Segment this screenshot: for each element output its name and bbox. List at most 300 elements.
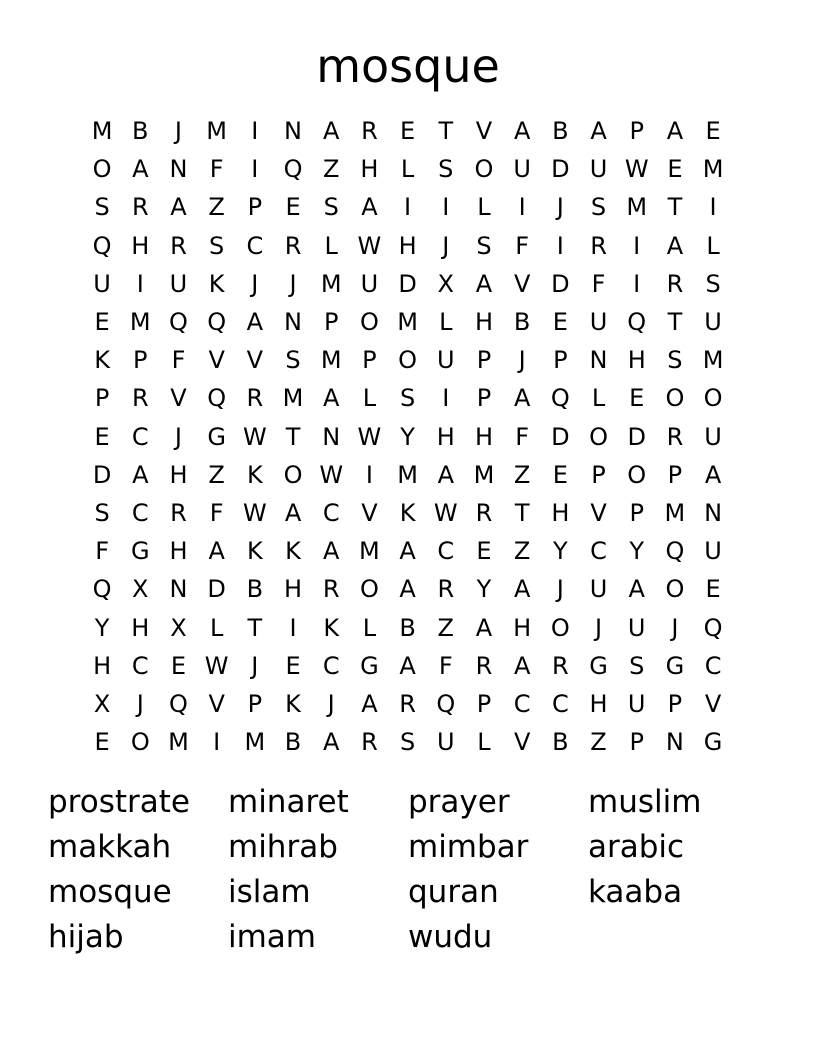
grid-letter[interactable]: J <box>289 269 297 298</box>
grid-letter[interactable]: Q <box>207 308 227 337</box>
grid-letter[interactable]: M <box>320 269 342 298</box>
grid-letter[interactable]: Q <box>436 689 456 718</box>
grid-letter[interactable]: H <box>398 231 417 260</box>
page-title: mosque <box>316 39 500 93</box>
grid-letter[interactable]: P <box>133 346 148 375</box>
grid-letter[interactable]: U <box>513 155 531 184</box>
grid-letter[interactable]: U <box>436 346 455 375</box>
grid-letter[interactable]: M <box>397 308 418 337</box>
grid-letter[interactable]: Y <box>476 575 492 604</box>
grid-letter[interactable]: K <box>208 269 225 298</box>
grid-letter[interactable]: C <box>513 689 531 718</box>
grid-letter[interactable]: A <box>323 384 340 413</box>
grid-letter[interactable]: I <box>633 269 641 298</box>
grid-letter[interactable]: L <box>400 155 415 184</box>
grid-letter[interactable]: K <box>94 346 110 375</box>
grid-letter[interactable]: N <box>169 575 188 604</box>
grid-letter[interactable]: H <box>627 346 646 375</box>
grid-letter[interactable]: E <box>705 575 721 604</box>
grid-letter[interactable]: H <box>284 575 303 604</box>
grid-letter[interactable]: V <box>513 269 531 298</box>
grid-letter[interactable]: H <box>513 613 532 642</box>
grid-letter[interactable]: R <box>170 231 187 260</box>
grid-letter[interactable]: O <box>398 346 418 375</box>
grid-letter[interactable]: V <box>475 117 493 146</box>
word-list-item: mimbar <box>408 829 529 865</box>
grid-letter[interactable]: A <box>399 651 416 680</box>
grid-letter[interactable]: I <box>442 384 450 413</box>
grid-letter[interactable]: A <box>513 651 531 680</box>
grid-letter[interactable]: S <box>209 231 225 260</box>
grid-letter[interactable]: V <box>246 346 264 375</box>
grid-letter[interactable]: L <box>706 231 720 260</box>
grid-letter[interactable]: S <box>667 346 683 375</box>
grid-letter[interactable]: R <box>170 498 187 527</box>
grid-letter[interactable]: Z <box>513 537 531 566</box>
grid-letter[interactable]: Q <box>169 308 188 337</box>
grid-letter[interactable]: K <box>323 613 340 642</box>
grid-letter[interactable]: U <box>704 308 722 337</box>
grid-letter[interactable]: E <box>94 422 110 451</box>
grid-letter[interactable]: H <box>436 422 455 451</box>
grid-letter[interactable]: M <box>702 346 724 375</box>
grid-letter[interactable]: E <box>629 384 645 413</box>
grid-letter[interactable]: T <box>514 498 530 527</box>
grid-letter[interactable]: I <box>404 193 412 222</box>
grid-letter[interactable]: M <box>359 537 380 566</box>
grid-letter[interactable]: W <box>357 231 382 260</box>
grid-letter[interactable]: D <box>551 422 570 451</box>
grid-letter[interactable]: F <box>515 231 530 260</box>
grid-letter[interactable]: C <box>246 231 264 260</box>
grid-letter[interactable]: E <box>552 308 568 337</box>
grid-letter[interactable]: M <box>664 498 686 527</box>
word-list-item: prostrate <box>48 784 190 820</box>
grid-letter[interactable]: E <box>94 308 110 337</box>
grid-letter[interactable]: E <box>285 193 301 222</box>
grid-letter[interactable]: T <box>667 308 683 337</box>
grid-letter[interactable]: R <box>552 651 569 680</box>
grid-letter[interactable]: J <box>556 193 564 222</box>
grid-letter[interactable]: F <box>515 422 530 451</box>
grid-letter[interactable]: A <box>323 117 340 146</box>
grid-letter[interactable]: U <box>93 269 111 298</box>
grid-letter[interactable]: H <box>131 613 150 642</box>
grid-letter[interactable]: V <box>208 689 225 718</box>
grid-letter[interactable]: J <box>174 117 182 146</box>
grid-letter[interactable]: L <box>362 384 377 413</box>
grid-letter[interactable]: A <box>399 575 416 604</box>
grid-letter[interactable]: W <box>242 498 267 527</box>
grid-letter[interactable]: R <box>361 728 378 757</box>
grid-letter[interactable]: D <box>551 269 570 298</box>
grid-letter[interactable]: O <box>92 155 112 184</box>
grid-letter[interactable]: P <box>591 460 606 489</box>
grid-letter[interactable]: V <box>170 384 187 413</box>
grid-letter[interactable]: N <box>169 155 188 184</box>
word-list-item: wudu <box>408 919 493 955</box>
grid-letter[interactable]: O <box>359 308 379 337</box>
grid-letter[interactable]: B <box>284 728 302 757</box>
grid-letter[interactable]: S <box>476 231 492 260</box>
grid-letter[interactable]: C <box>131 498 149 527</box>
grid-letter[interactable]: I <box>556 231 564 260</box>
grid-letter[interactable]: R <box>475 651 493 680</box>
grid-letter[interactable]: U <box>436 728 455 757</box>
grid-letter[interactable]: G <box>360 651 379 680</box>
grid-letter[interactable]: I <box>365 460 373 489</box>
grid-letter[interactable]: H <box>131 231 150 260</box>
grid-letter[interactable]: F <box>591 269 606 298</box>
grid-letter[interactable]: O <box>283 460 303 489</box>
grid-letter[interactable]: A <box>246 308 264 337</box>
grid-letter[interactable]: Y <box>629 537 645 566</box>
grid-letter[interactable]: G <box>589 651 608 680</box>
grid-letter[interactable]: Q <box>550 384 570 413</box>
grid-letter[interactable]: P <box>476 346 492 375</box>
grid-letter[interactable]: O <box>627 460 647 489</box>
grid-letter[interactable]: T <box>438 117 454 146</box>
grid-letter[interactable]: P <box>667 460 683 489</box>
grid-letter[interactable]: O <box>665 384 685 413</box>
grid-letter[interactable]: L <box>477 193 491 222</box>
grid-letter[interactable]: A <box>666 117 684 146</box>
grid-letter[interactable]: M <box>168 728 189 757</box>
grid-letter[interactable]: U <box>589 155 608 184</box>
grid-letter[interactable]: L <box>209 613 224 642</box>
grid-letter[interactable]: M <box>320 346 342 375</box>
grid-letter[interactable]: U <box>360 269 379 298</box>
grid-letter[interactable]: X <box>170 613 187 642</box>
grid-letter[interactable]: M <box>244 728 266 757</box>
grid-letter[interactable]: R <box>666 269 684 298</box>
grid-letter[interactable]: P <box>553 346 568 375</box>
grid-letter[interactable]: J <box>671 613 679 642</box>
grid-letter[interactable]: A <box>323 728 340 757</box>
grid-letter[interactable]: B <box>513 308 531 337</box>
grid-letter[interactable]: I <box>213 728 221 757</box>
grid-letter[interactable]: Q <box>703 613 723 642</box>
grid-letter[interactable]: B <box>132 117 149 146</box>
grid-letter[interactable]: J <box>327 689 335 718</box>
grid-letter[interactable]: U <box>589 308 608 337</box>
grid-letter[interactable]: J <box>594 613 603 642</box>
grid-letter[interactable]: I <box>251 155 259 184</box>
grid-letter[interactable]: O <box>550 613 570 642</box>
grid-letter[interactable]: A <box>399 537 416 566</box>
grid-letter[interactable]: S <box>438 155 454 184</box>
grid-letter[interactable]: C <box>322 498 340 527</box>
grid-letter[interactable]: P <box>476 384 492 413</box>
grid-letter[interactable]: Q <box>665 537 685 566</box>
grid-letter[interactable]: D <box>551 155 570 184</box>
grid-letter[interactable]: A <box>132 155 149 184</box>
grid-letter[interactable]: L <box>477 728 491 757</box>
grid-letter[interactable]: P <box>362 346 377 375</box>
grid-letter[interactable]: P <box>247 193 263 222</box>
grid-letter[interactable]: D <box>398 269 417 298</box>
grid-letter[interactable]: I <box>633 231 641 260</box>
grid-letter[interactable]: R <box>590 231 607 260</box>
grid-letter[interactable]: P <box>94 384 110 413</box>
grid-letter[interactable]: H <box>589 689 608 718</box>
grid-letter[interactable]: D <box>92 460 112 489</box>
grid-letter[interactable]: P <box>629 117 644 146</box>
grid-letter[interactable]: H <box>474 308 493 337</box>
grid-letter[interactable]: M <box>206 117 228 146</box>
grid-letter[interactable]: U <box>589 575 608 604</box>
word-list-item: minaret <box>228 784 349 820</box>
grid-letter[interactable]: P <box>667 689 683 718</box>
grid-letter[interactable]: L <box>439 308 453 337</box>
grid-letter[interactable]: Q <box>92 231 112 260</box>
grid-letter[interactable]: A <box>666 231 684 260</box>
grid-letter[interactable]: J <box>174 422 182 451</box>
grid-letter[interactable]: G <box>665 651 685 680</box>
grid-letter[interactable]: A <box>132 460 149 489</box>
grid-letter[interactable]: J <box>251 651 259 680</box>
grid-letter[interactable]: I <box>518 193 526 222</box>
grid-letter[interactable]: U <box>169 269 188 298</box>
grid-letter[interactable]: E <box>170 651 187 680</box>
grid-letter[interactable]: S <box>590 193 607 222</box>
grid-letter[interactable]: F <box>438 651 453 680</box>
grid-letter[interactable]: A <box>628 575 645 604</box>
grid-letter[interactable]: A <box>513 384 531 413</box>
grid-letter[interactable]: V <box>513 728 531 757</box>
grid-letter[interactable]: C <box>704 651 722 680</box>
grid-letter[interactable]: B <box>552 117 569 146</box>
grid-letter[interactable]: E <box>552 460 568 489</box>
grid-letter[interactable]: W <box>204 651 229 680</box>
grid-letter[interactable]: Z <box>513 460 531 489</box>
grid-letter[interactable]: F <box>209 155 224 184</box>
grid-letter[interactable]: A <box>475 269 493 298</box>
grid-letter[interactable]: L <box>362 613 377 642</box>
grid-letter[interactable]: L <box>324 231 338 260</box>
grid-letter[interactable]: T <box>285 422 301 451</box>
grid-letter[interactable]: R <box>322 575 340 604</box>
grid-letter[interactable]: Y <box>400 422 415 451</box>
grid-letter[interactable]: N <box>322 422 341 451</box>
grid-letter[interactable]: C <box>131 422 149 451</box>
grid-letter[interactable]: B <box>552 728 569 757</box>
grid-letter[interactable]: Q <box>207 384 227 413</box>
grid-letter[interactable]: H <box>93 651 112 680</box>
grid-letter[interactable]: J <box>556 575 564 604</box>
grid-letter[interactable]: I <box>442 193 450 222</box>
grid-letter[interactable]: S <box>94 498 110 527</box>
grid-letter[interactable]: E <box>94 728 110 757</box>
grid-letter[interactable]: C <box>590 537 607 566</box>
grid-letter[interactable]: A <box>475 613 493 642</box>
grid-letter[interactable]: W <box>624 155 649 184</box>
grid-letter[interactable]: M <box>397 460 418 489</box>
grid-letter[interactable]: Q <box>283 155 303 184</box>
grid-letter[interactable]: Z <box>590 728 607 757</box>
grid-letter[interactable]: G <box>130 537 150 566</box>
grid-letter[interactable]: R <box>131 384 149 413</box>
grid-letter[interactable]: E <box>476 537 492 566</box>
grid-letter[interactable]: F <box>209 498 224 527</box>
grid-letter[interactable]: L <box>591 384 606 413</box>
grid-letter[interactable]: T <box>667 193 683 222</box>
grid-letter[interactable]: R <box>437 575 455 604</box>
grid-letter[interactable]: G <box>207 422 226 451</box>
grid-letter[interactable]: U <box>627 689 646 718</box>
grid-letter[interactable]: P <box>476 689 492 718</box>
grid-letter[interactable]: A <box>590 117 607 146</box>
grid-letter[interactable]: R <box>361 117 378 146</box>
grid-letter[interactable]: O <box>130 728 150 757</box>
grid-letter[interactable]: H <box>551 498 570 527</box>
grid-letter[interactable]: U <box>704 422 722 451</box>
word-list-item: islam <box>228 874 311 910</box>
grid-letter[interactable]: A <box>704 460 722 489</box>
grid-letter[interactable]: W <box>357 422 382 451</box>
grid-letter[interactable]: R <box>475 498 493 527</box>
grid-letter[interactable]: A <box>513 575 531 604</box>
grid-letter[interactable]: C <box>131 651 149 680</box>
grid-letter[interactable]: V <box>361 498 378 527</box>
grid-letter[interactable]: I <box>709 193 717 222</box>
word-list-item: arabic <box>588 829 685 865</box>
grid-letter[interactable]: A <box>361 689 378 718</box>
grid-letter[interactable]: V <box>590 498 607 527</box>
grid-letter[interactable]: P <box>247 689 263 718</box>
grid-letter[interactable]: R <box>246 384 264 413</box>
grid-letter[interactable]: U <box>627 613 646 642</box>
grid-letter[interactable]: O <box>703 384 723 413</box>
grid-letter[interactable]: A <box>323 537 340 566</box>
grid-letter[interactable]: E <box>285 651 301 680</box>
grid-letter[interactable]: H <box>360 155 379 184</box>
grid-letter[interactable]: P <box>629 728 644 757</box>
grid-letter[interactable]: Z <box>437 613 454 642</box>
grid-letter[interactable]: I <box>251 117 259 146</box>
grid-letter[interactable]: H <box>474 422 493 451</box>
grid-letter[interactable]: J <box>442 231 450 260</box>
grid-letter[interactable]: Z <box>322 155 340 184</box>
grid-letter[interactable]: T <box>247 613 263 642</box>
grid-letter[interactable]: K <box>399 498 416 527</box>
grid-letter[interactable]: S <box>323 193 339 222</box>
word-list-item: prayer <box>408 784 510 820</box>
grid-letter[interactable]: N <box>704 498 723 527</box>
grid-letter[interactable]: K <box>285 537 301 566</box>
grid-letter[interactable]: C <box>551 689 569 718</box>
grid-letter[interactable]: Z <box>208 193 225 222</box>
grid-letter[interactable]: K <box>246 537 263 566</box>
grid-letter[interactable]: U <box>704 537 722 566</box>
grid-letter[interactable]: H <box>169 460 188 489</box>
grid-letter[interactable]: M <box>702 155 724 184</box>
grid-letter[interactable]: S <box>399 728 416 757</box>
grid-letter[interactable]: M <box>473 460 495 489</box>
grid-letter[interactable]: Q <box>627 308 647 337</box>
grid-letter[interactable]: E <box>400 117 416 146</box>
grid-letter[interactable]: S <box>629 651 645 680</box>
grid-letter[interactable]: A <box>284 498 302 527</box>
grid-letter[interactable]: A <box>437 460 454 489</box>
grid-letter[interactable]: C <box>322 651 340 680</box>
grid-letter[interactable]: E <box>705 117 721 146</box>
grid-letter[interactable]: D <box>627 422 646 451</box>
grid-letter[interactable]: N <box>589 346 608 375</box>
grid-letter[interactable]: S <box>285 346 301 375</box>
grid-letter[interactable]: N <box>284 308 302 337</box>
grid-letter[interactable]: R <box>131 193 149 222</box>
grid-letter[interactable]: H <box>169 537 188 566</box>
grid-letter[interactable]: A <box>513 117 531 146</box>
grid-letter[interactable]: J <box>251 269 259 298</box>
grid-letter[interactable]: W <box>319 460 344 489</box>
grid-letter[interactable]: S <box>705 269 721 298</box>
grid-letter[interactable]: V <box>208 346 225 375</box>
grid-letter[interactable]: O <box>665 575 685 604</box>
grid-letter[interactable]: W <box>242 422 267 451</box>
grid-letter[interactable]: I <box>136 269 144 298</box>
grid-letter[interactable]: C <box>437 537 455 566</box>
word-list-item: makkah <box>48 829 172 865</box>
grid-letter[interactable]: I <box>289 613 297 642</box>
grid-letter[interactable]: A <box>361 193 378 222</box>
grid-letter[interactable]: E <box>667 155 683 184</box>
grid-letter[interactable]: B <box>246 575 264 604</box>
grid-letter[interactable]: S <box>399 384 416 413</box>
grid-letter[interactable]: N <box>284 117 302 146</box>
grid-letter[interactable]: A <box>170 193 187 222</box>
grid-letter[interactable]: B <box>399 613 416 642</box>
letter-grid <box>83 112 732 761</box>
grid-letter[interactable]: M <box>91 117 113 146</box>
grid-letter[interactable]: M <box>129 308 151 337</box>
grid-letter[interactable]: V <box>704 689 722 718</box>
grid-letter[interactable]: Z <box>208 460 225 489</box>
grid-letter[interactable]: X <box>437 269 454 298</box>
grid-letter[interactable]: Y <box>94 613 110 642</box>
grid-letter[interactable]: O <box>474 155 494 184</box>
grid-letter[interactable]: P <box>323 308 339 337</box>
grid-letter[interactable]: R <box>666 422 684 451</box>
grid-letter[interactable]: M <box>626 193 648 222</box>
grid-letter[interactable]: J <box>136 689 144 718</box>
grid-letter[interactable]: D <box>207 575 226 604</box>
grid-letter[interactable]: R <box>284 231 302 260</box>
grid-letter[interactable]: O <box>589 422 608 451</box>
grid-letter[interactable]: F <box>171 346 186 375</box>
grid-letter[interactable]: G <box>703 728 723 757</box>
grid-letter[interactable]: N <box>665 728 684 757</box>
grid-letter[interactable]: S <box>94 193 110 222</box>
grid-letter[interactable]: W <box>433 498 458 527</box>
grid-letter[interactable]: P <box>629 498 644 527</box>
grid-letter[interactable]: X <box>93 689 111 718</box>
grid-letter[interactable]: O <box>359 575 379 604</box>
grid-letter[interactable]: Y <box>553 537 568 566</box>
grid-letter[interactable]: Q <box>92 575 112 604</box>
grid-letter[interactable]: F <box>95 537 109 566</box>
grid-letter[interactable]: M <box>282 384 304 413</box>
grid-letter[interactable]: A <box>208 537 225 566</box>
grid-letter[interactable]: X <box>132 575 149 604</box>
grid-letter[interactable]: J <box>518 346 526 375</box>
grid-letter[interactable]: R <box>399 689 416 718</box>
word-list-item: muslim <box>588 784 702 820</box>
grid-letter[interactable]: K <box>246 460 263 489</box>
grid-letter[interactable]: K <box>285 689 301 718</box>
grid-letter[interactable]: Q <box>169 689 188 718</box>
